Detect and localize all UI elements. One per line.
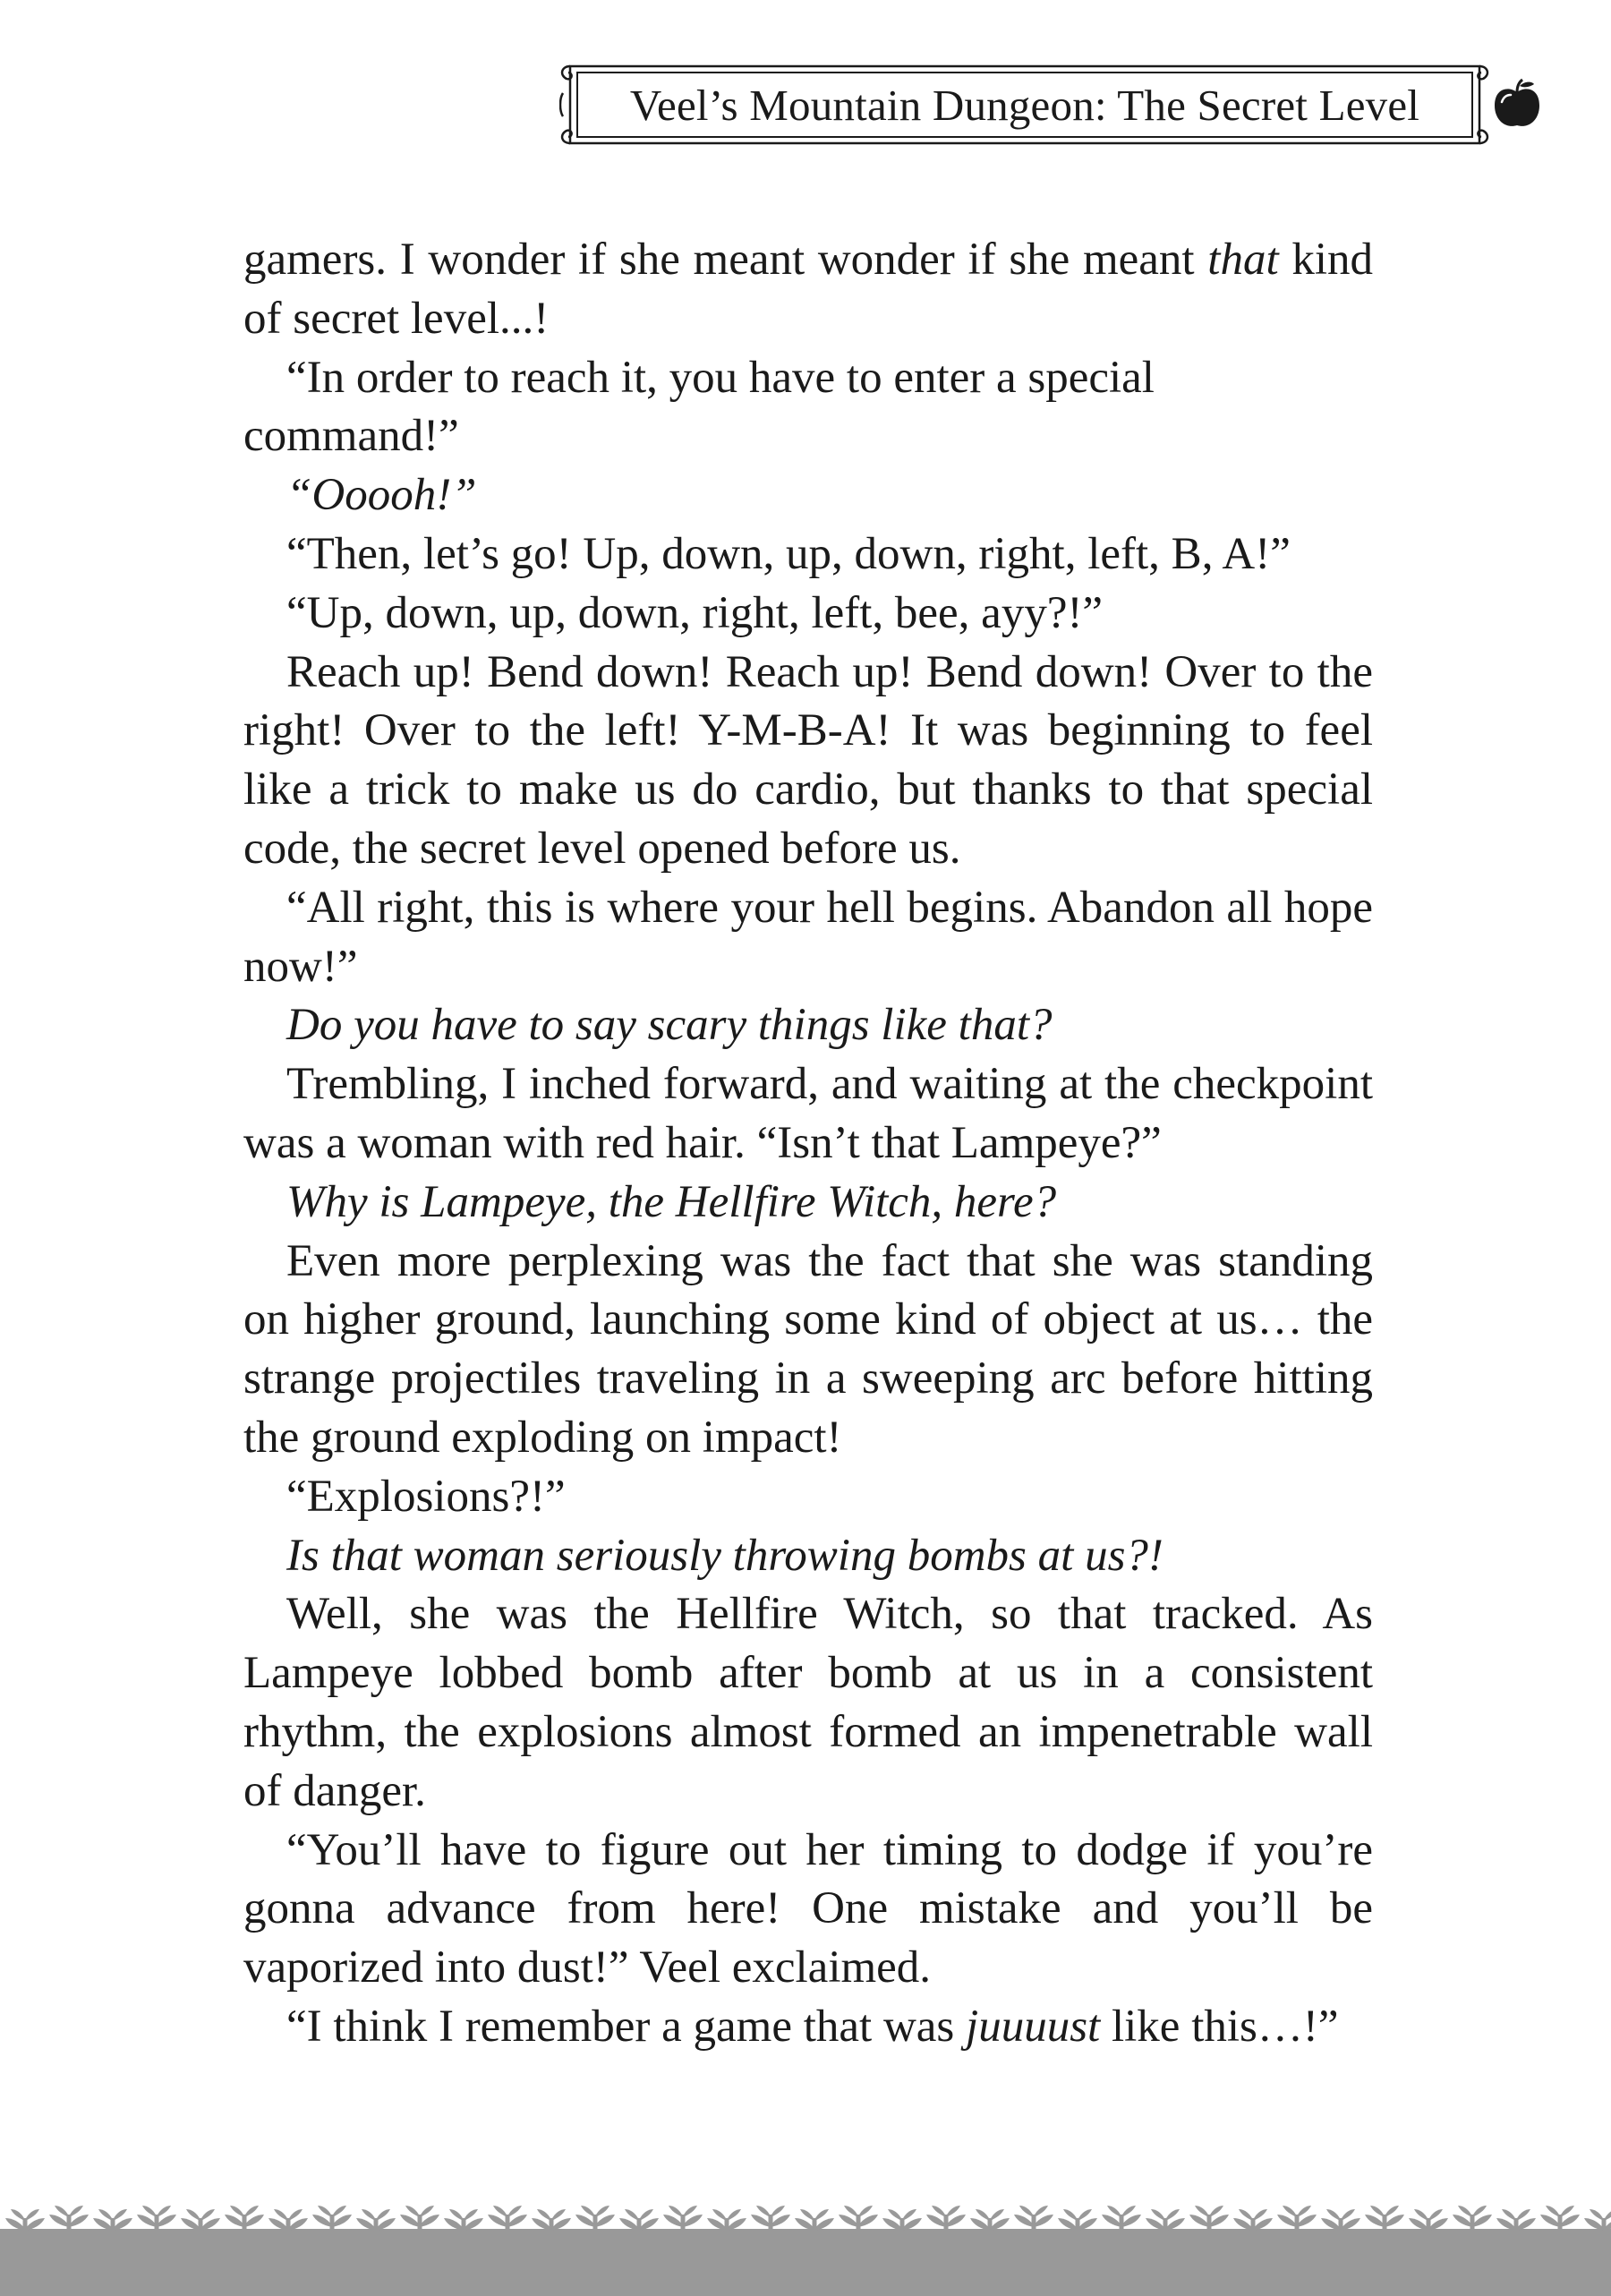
paragraph: Trembling, I inched forward, and waiting at the checkpoint was a woman with red hair. “Isn’t that Lampeye?” bbox=[243, 1059, 1373, 1168]
paragraph: “Ooooh!” bbox=[286, 470, 477, 521]
sprout-icon bbox=[1058, 2209, 1097, 2240]
sprout-icon bbox=[751, 2206, 790, 2236]
sprout-icon bbox=[1277, 2206, 1317, 2236]
sprout-icon bbox=[181, 2209, 220, 2240]
paragraph: “I think I remember a game that was juuuust like this…!” bbox=[286, 2001, 1339, 2052]
sprout-icon bbox=[1321, 2209, 1360, 2240]
paragraph: gamers. I wonder if she meant wonder if she meant that kind of secret level...! bbox=[243, 235, 1373, 344]
sprout-icon bbox=[5, 2209, 45, 2240]
sprout-icon bbox=[663, 2206, 703, 2236]
sprout-icon bbox=[839, 2206, 878, 2236]
paragraph: “You’ll have to figure out her timing to dodge if you’re gonna advance from here! One mistake and you’ll be vaporized into dust!” Veel exclaimed. bbox=[243, 1824, 1373, 1993]
running-header bbox=[559, 61, 1490, 149]
sprout-icon bbox=[356, 2209, 396, 2240]
paragraph: Even more perplexing was the fact that she was standing on higher ground, launching some kind of object at us… the strange projectiles traveling in a sweeping arc before hitting the ground exploding on impact! bbox=[243, 1235, 1373, 1463]
paragraph: Is that woman seriously throwing bombs at us?! bbox=[286, 1530, 1164, 1581]
sprout-icon bbox=[882, 2209, 922, 2240]
paragraph: “In order to reach it, you have to enter a special command!” bbox=[243, 352, 1155, 462]
sprout-icon bbox=[1496, 2209, 1536, 2240]
header-title: Veel’s Mountain Dungeon: The Secret Level bbox=[629, 80, 1420, 130]
sprout-icon bbox=[1189, 2206, 1229, 2236]
paragraph: “All right, this is where your hell begins. Abandon all hope now!” bbox=[243, 882, 1373, 992]
sprout-icon bbox=[795, 2209, 834, 2240]
sprout-icon bbox=[1102, 2206, 1141, 2236]
sprout-icon bbox=[0, 2193, 1611, 2247]
paragraph: “Explosions?!” bbox=[286, 1471, 566, 1522]
sprout-icon bbox=[1540, 2206, 1580, 2236]
footer-ornament bbox=[0, 2193, 1611, 2296]
sprout-icon bbox=[1584, 2209, 1611, 2240]
sprout-icon bbox=[707, 2209, 746, 2240]
sprout-icon bbox=[532, 2209, 571, 2240]
sprout-icon bbox=[1365, 2206, 1404, 2236]
sprout-icon bbox=[926, 2206, 966, 2236]
apple-icon bbox=[1489, 77, 1545, 132]
sprout-icon bbox=[312, 2206, 352, 2236]
sprout-icon bbox=[400, 2206, 439, 2236]
paragraph: “Up, down, up, down, right, left, bee, ayy?!” bbox=[286, 587, 1104, 638]
sprout-icon bbox=[1453, 2206, 1492, 2236]
sprout-icon bbox=[1409, 2209, 1448, 2240]
sprout-icon bbox=[444, 2209, 483, 2240]
paragraph: Do you have to say scary things like that? bbox=[286, 1000, 1053, 1051]
sprout-icon bbox=[488, 2206, 527, 2236]
paragraph: Reach up! Bend down! Reach up! Bend down! Over to the right! Over to the left! Y-M-B-A! It was beginning to feel like a trick to make us do cardio, but thanks to that special code, the secret level opened before us. bbox=[243, 646, 1373, 874]
sprout-icon bbox=[93, 2209, 132, 2240]
sprout-icon bbox=[575, 2206, 615, 2236]
paragraph: Well, she was the Hellfire Witch, so that tracked. As Lampeye lobbed bomb after bomb at us in a consistent rhythm, the explosions almost formed an impenetrable wall of danger. bbox=[243, 1589, 1373, 1816]
sprout-icon bbox=[1014, 2206, 1053, 2236]
sprout-icon bbox=[49, 2206, 89, 2236]
page-body bbox=[243, 231, 1373, 2057]
sprout-icon bbox=[137, 2206, 176, 2236]
sprout-icon bbox=[970, 2209, 1010, 2240]
sprout-icon bbox=[1233, 2209, 1273, 2240]
sprout-icon bbox=[619, 2209, 659, 2240]
paragraph: Why is Lampeye, the Hellfire Witch, here? bbox=[286, 1176, 1057, 1227]
sprout-icon bbox=[268, 2209, 308, 2240]
paragraph: “Then, let’s go! Up, down, up, down, right, left, B, A!” bbox=[286, 528, 1291, 579]
sprout-icon bbox=[225, 2206, 264, 2236]
sprout-icon bbox=[1146, 2209, 1185, 2240]
